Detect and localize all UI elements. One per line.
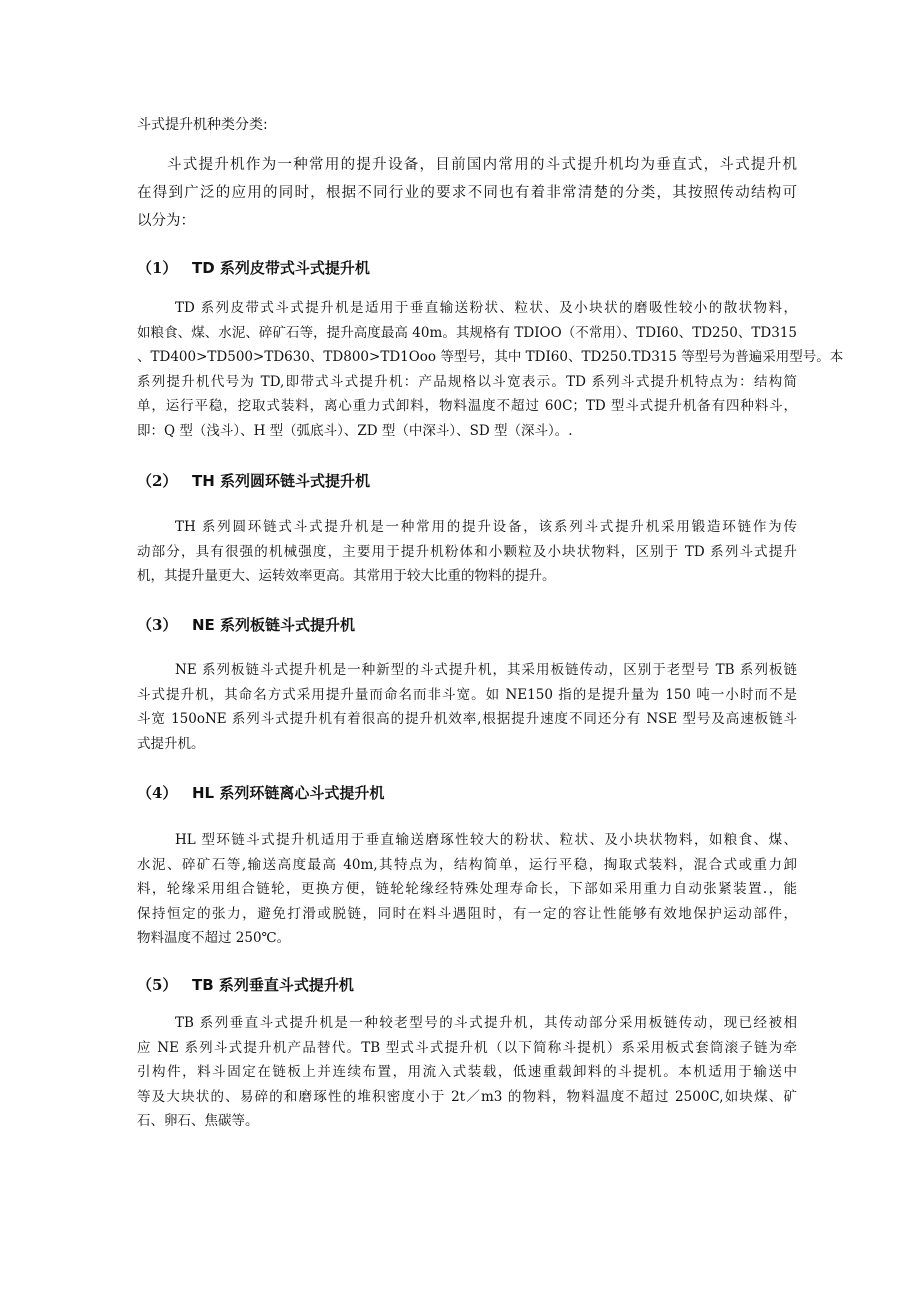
intro-line: 斗式提升机作为一种常用的提升设备，目前国内常用的斗式提升机均为垂直式，斗式提升机 [167,157,797,173]
section-number: （4） [137,784,178,802]
section-paragraph [137,296,844,443]
section-heading-text: TH 系列圆环链斗式提升机 [192,472,371,490]
paragraph-line: 引构件，料斗固定在链板上并连续布置，用流入式装载，低速重载卸料的斗提机。本机适用于输送中 [137,1064,797,1080]
paragraph-line: TH 系列圆环链式斗式提升机是一种常用的提升设备，该系列斗式提升机采用锻造环链作为传 [175,519,797,535]
paragraph-line: 等及大块状的、易碎的和磨琢性的堆积密度小于 2t／m3 的物料，物料温度不超过 2500C,如块煤、矿 [137,1088,797,1105]
section-number: （1） [137,259,178,277]
paragraph-line: 料，轮缘采用组合链轮，更换方便，链轮轮缘经特殊处理寿命长，下部如采用重力自动张紧装置.，能 [137,881,797,897]
paragraph-line: 系列提升机代号为 TD,即带式斗式提升机：产品规格以斗宽表示。TD 系列斗式提升机特点为：结构简 [137,373,797,390]
paragraph-line: 保持恒定的张力，避免打滑或脱链，同时在料斗遇阻时，有一定的容让性能够有效地保护运动部件， [137,905,797,922]
section-heading [137,469,797,493]
paragraph-line: 物料温度不超过 250℃。 [137,930,291,946]
section-paragraph [137,515,797,589]
section-heading [137,256,797,280]
section-heading-text: TD 系列皮带式斗式提升机 [192,259,370,277]
intro-paragraph [137,151,797,235]
document-title: 斗式提升机种类分类: [137,117,268,133]
section-heading [137,781,797,805]
paragraph-line: 式提升机。 [137,735,205,752]
paragraph-line: 、TD400>TD500>TD630、TD800>TD1Ooo 等型号，其中 TDI60、TD250.TD315 等型号为普遍采用型号。本 [137,349,844,365]
paragraph-line: 机，其提升量更大、运转效率更高。其常用于较大比重的物料的提升。 [137,568,556,584]
intro-line: 在得到广泛的应用的同时，根据不同行业的要求不同也有着非常清楚的分类，其按照传动结构可 [137,185,797,201]
paragraph-line: 水泥、碎矿石等,输送高度最高 40m,其特点为，结构简单，运行平稳，掏取式装料，混合式或重力卸 [137,856,797,873]
section-number: （3） [137,616,178,634]
paragraph-line: 斗宽 150oNE 系列斗式提升机有着很高的提升机效率,根据提升速度不同还分有 NSE 型号及高速板链斗 [137,711,797,727]
paragraph-line: 如粮食、煤、水泥、碎矿石等，提升高度最高 40m。其规格有 TDIOO（不常用）、TDI60、TD250、TD315 [137,324,797,341]
paragraph-line: 单，运行平稳，挖取式装料，离心重力式卸料，物料温度不超过 60C；TD 型斗式提升机备有四种料斗， [137,398,797,414]
section-heading-text: NE 系列板链斗式提升机 [192,616,356,634]
paragraph-line: NE 系列板链斗式提升机是一种新型的斗式提升机，其采用板链传动，区别于老型号 TB 系列板链 [175,662,797,678]
paragraph-line: 动部分，具有很强的机械强度，主要用于提升机粉体和小颗粒及小块状物料，区别于 TD 系列斗式提升 [137,543,797,560]
section-heading-text: TB 系列垂直斗式提升机 [192,976,354,994]
section-heading [137,613,797,637]
section-paragraph [137,828,797,951]
section-heading [137,973,797,997]
paragraph-line: 即：Q 型（浅斗）、H 型（弧底斗）、ZD 型（中深斗）、SD 型（深斗）。. [137,422,573,439]
section-heading-text: HL 系列环链离心斗式提升机 [192,784,385,802]
section-number: （2） [137,472,178,490]
section-number: （5） [137,976,178,994]
paragraph-line: TD 系列皮带式斗式提升机是适用于垂直输送粉状、粒状、及小块状的磨吸性较小的散状物料， [175,300,797,316]
paragraph-line: TB 系列垂直斗式提升机是一种较老型号的斗式提升机，其传动部分采用板链传动，现已经被相 [175,1015,797,1031]
paragraph-line: 斗式提升机，其命名方式采用提升量而命名而非斗宽。如 NE150 指的是提升量为 150 吨一小时而不是 [137,686,797,703]
intro-line: 以分为： [137,213,195,229]
paragraph-line: 应 NE 系列斗式提升机产品替代。TB 型式斗式提升机（以下简称斗提机）系采用板式套筒滚子链为牵 [137,1039,797,1056]
paragraph-line: HL 型环链斗式提升机适用于垂直输送磨琢性较大的粉状、粒状、及小块状物料，如粮食、煤、 [175,832,797,848]
paragraph-line: 石、卵石、焦碳等。 [137,1113,259,1129]
section-paragraph [137,1011,797,1134]
section-paragraph [137,658,797,756]
